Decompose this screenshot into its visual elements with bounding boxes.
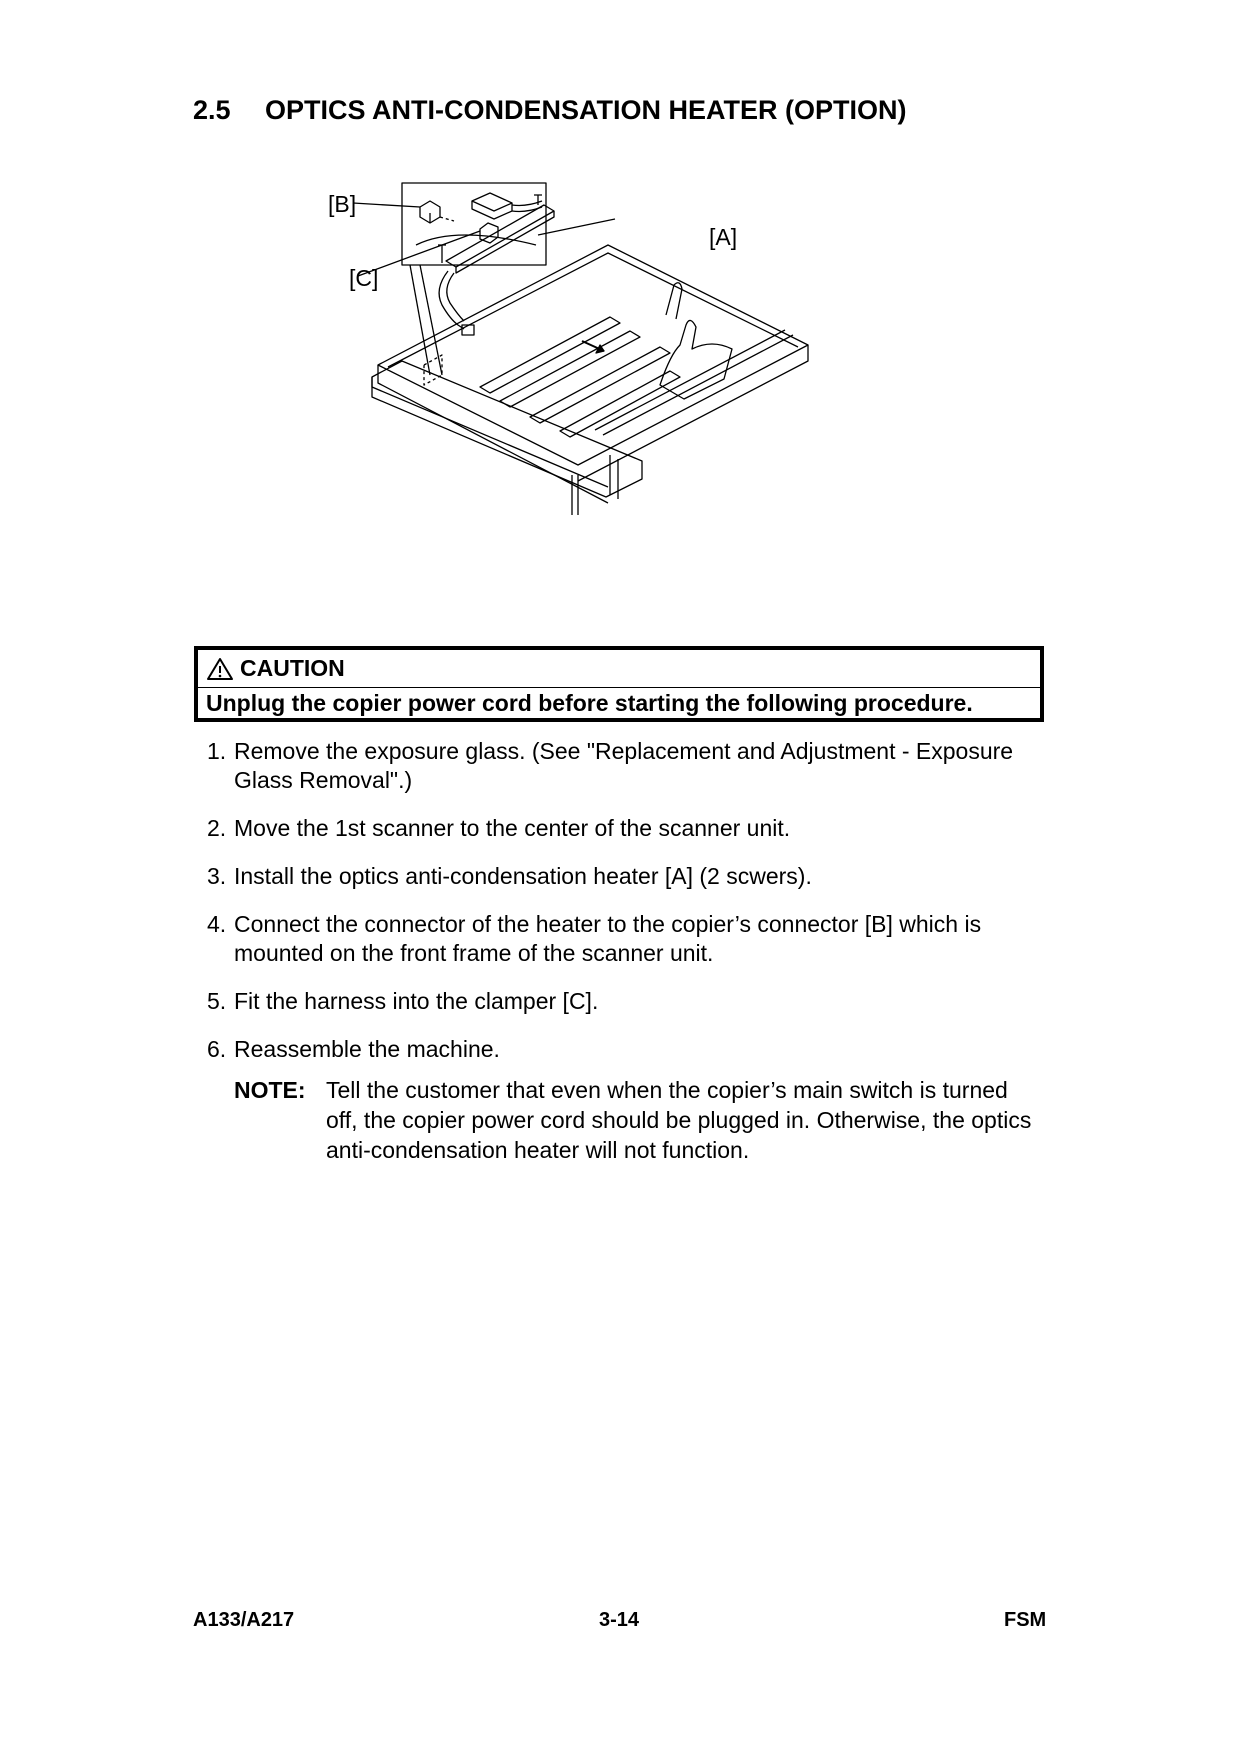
step-text: Connect the connector of the heater to the copier’s connector [B] which is mounted on the front frame of the scanner unit.: [234, 911, 982, 966]
callout-a: [A]: [709, 224, 738, 250]
leader-line-b: [353, 203, 420, 207]
footer-manual-code: FSM: [1004, 1609, 1047, 1631]
note-text: Tell the customer that even when the copier’s main switch is turned off, the copier power cord should be plugged in. Otherwise, the optics anti-condensation heater will not function.: [326, 1077, 1032, 1163]
caution-message: Unplug the copier power cord before starting the following procedure.: [206, 689, 973, 716]
step-number: 5.: [207, 988, 227, 1014]
step-number: 6.: [207, 1036, 227, 1062]
step-number: 2.: [207, 815, 227, 841]
list-item: [207, 737, 1037, 795]
caution-label: CAUTION: [240, 655, 345, 681]
footer-model: A133/A217: [193, 1609, 295, 1631]
step-number: 4.: [207, 911, 227, 937]
list-item: [207, 814, 1037, 843]
caution-box: [194, 646, 1044, 722]
step-text: Install the optics anti-condensation heater [A] (2 scwers).: [234, 863, 812, 889]
warning-triangle-icon: [206, 657, 234, 681]
list-item: [207, 1035, 1037, 1064]
leader-line-a: [538, 219, 615, 235]
hand-illustration: [660, 320, 732, 399]
step-text: Move the 1st scanner to the center of the scanner unit.: [234, 815, 791, 841]
scanner-unit-drawing: [320, 175, 840, 585]
section-number: 2.5: [193, 95, 231, 125]
heater-bar-a: [446, 205, 554, 267]
footer-page-number: 3-14: [599, 1609, 640, 1631]
step-number: 1.: [207, 738, 227, 764]
list-item: [207, 910, 1037, 968]
callout-c: [C]: [349, 265, 379, 291]
step-text: Remove the exposure glass. (See "Replacement and Adjustment - Exposure Glass Removal".): [234, 738, 1014, 793]
step-text: Fit the harness into the clamper [C].: [234, 988, 599, 1014]
section-title: OPTICS ANTI-CONDENSATION HEATER (OPTION): [265, 95, 907, 125]
caution-header: [198, 650, 1040, 688]
step-number: 3.: [207, 863, 227, 889]
callout-b: [B]: [328, 191, 357, 217]
inset-detail-box: [402, 183, 546, 265]
note-block: [234, 1075, 1037, 1165]
step-text: Reassemble the machine.: [234, 1036, 500, 1062]
heater-installation-figure: [320, 175, 840, 585]
note-label: NOTE:: [234, 1077, 306, 1103]
heater-harness: [439, 271, 464, 329]
procedure-steps: [207, 737, 1037, 1165]
list-item: [207, 862, 1037, 891]
section-heading: [193, 95, 907, 126]
list-item: [207, 987, 1037, 1016]
